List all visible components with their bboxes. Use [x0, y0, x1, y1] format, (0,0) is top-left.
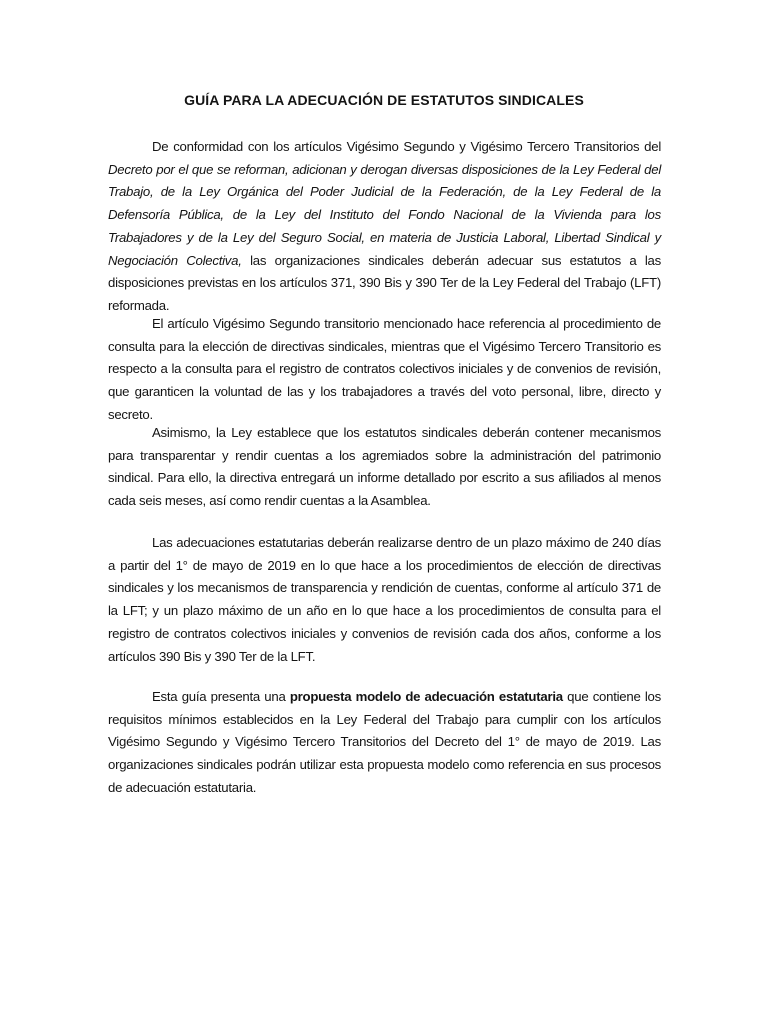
- document-title: GUÍA PARA LA ADECUACIÓN DE ESTATUTOS SINDICALES: [184, 92, 584, 108]
- paragraph-1: [108, 136, 661, 318]
- paragraph-5-before: Esta guía presenta una: [152, 689, 290, 704]
- paragraph-2: El artículo Vigésimo Segundo transitorio mencionado hace referencia al procedimiento de consulta para la elección de directivas sindicales, mientras que el Vigésimo Tercero Transitorio es respecto a la consulta para el registro de contratos colectivos iniciales y de convenios de revisión, que garanticen la voluntad de las y los trabajadores a través del voto personal, libre, directo y secreto.: [108, 316, 661, 422]
- paragraph-1-intro: De conformidad con los artículos Vigésimo Segundo y Vigésimo Tercero Transitorios del: [152, 139, 661, 154]
- decree-title-italic: Decreto por el que se reforman, adicionan y derogan diversas disposiciones de la Ley Federal del Trabajo, de la Ley Orgánica del Poder Judicial de la Federación, de la Ley Federal de la Defensoría Pública, de la Ley del Instituto del Fondo Nacional de la Vivienda para los Trabajadores y de la Ley del Seguro Social, en materia de Justicia Laboral, Libertad Sindical y Negociación Colectiva,: [108, 161, 661, 268]
- paragraph-5: [108, 686, 661, 800]
- paragraph-5-after: que contiene los requisitos mínimos establecidos en la Ley Federal del Trabajo para cumplir con los artículos Vigésimo Segundo y Vigésimo Tercero Transitorios del Decreto del 1° de mayo de 2019. Las organizaciones sindicales podrán utilizar esta propuesta modelo como referencia en sus procesos de adecuación estatutaria.: [108, 689, 661, 795]
- paragraph-4: Las adecuaciones estatutarias deberán realizarse dentro de un plazo máximo de 240 días a partir del 1° de mayo de 2019 en lo que hace a los procedimientos de elección de directivas sindicales y los mecanismos de transparencia y rendición de cuentas, conforme al artículo 371 de la LFT; y un plazo máximo de un año en lo que hace a los procedimientos de consulta para el registro de contratos colectivos iniciales y convenios de revisión cada dos años, conforme a los artículos 390 Bis y 390 Ter de la LFT.: [108, 535, 661, 664]
- paragraph-1-rest: las organizaciones sindicales deberán adecuar sus estatutos a las disposiciones previstas en los artículos 371, 390 Bis y 390 Ter de la Ley Federal del Trabajo (LFT) reformada.: [108, 252, 661, 313]
- model-proposal-bold: propuesta modelo de adecuación estatutaria: [289, 689, 563, 704]
- paragraph-3: Asimismo, la Ley establece que los estatutos sindicales deberán contener mecanismos para transparentar y rendir cuentas a los agremiados sobre la administración del patrimonio sindical. Para ello, la directiva entregará un informe detallado por escrito a sus afiliados al menos cada seis meses, así como rendir cuentas a la Asamblea.: [108, 425, 661, 509]
